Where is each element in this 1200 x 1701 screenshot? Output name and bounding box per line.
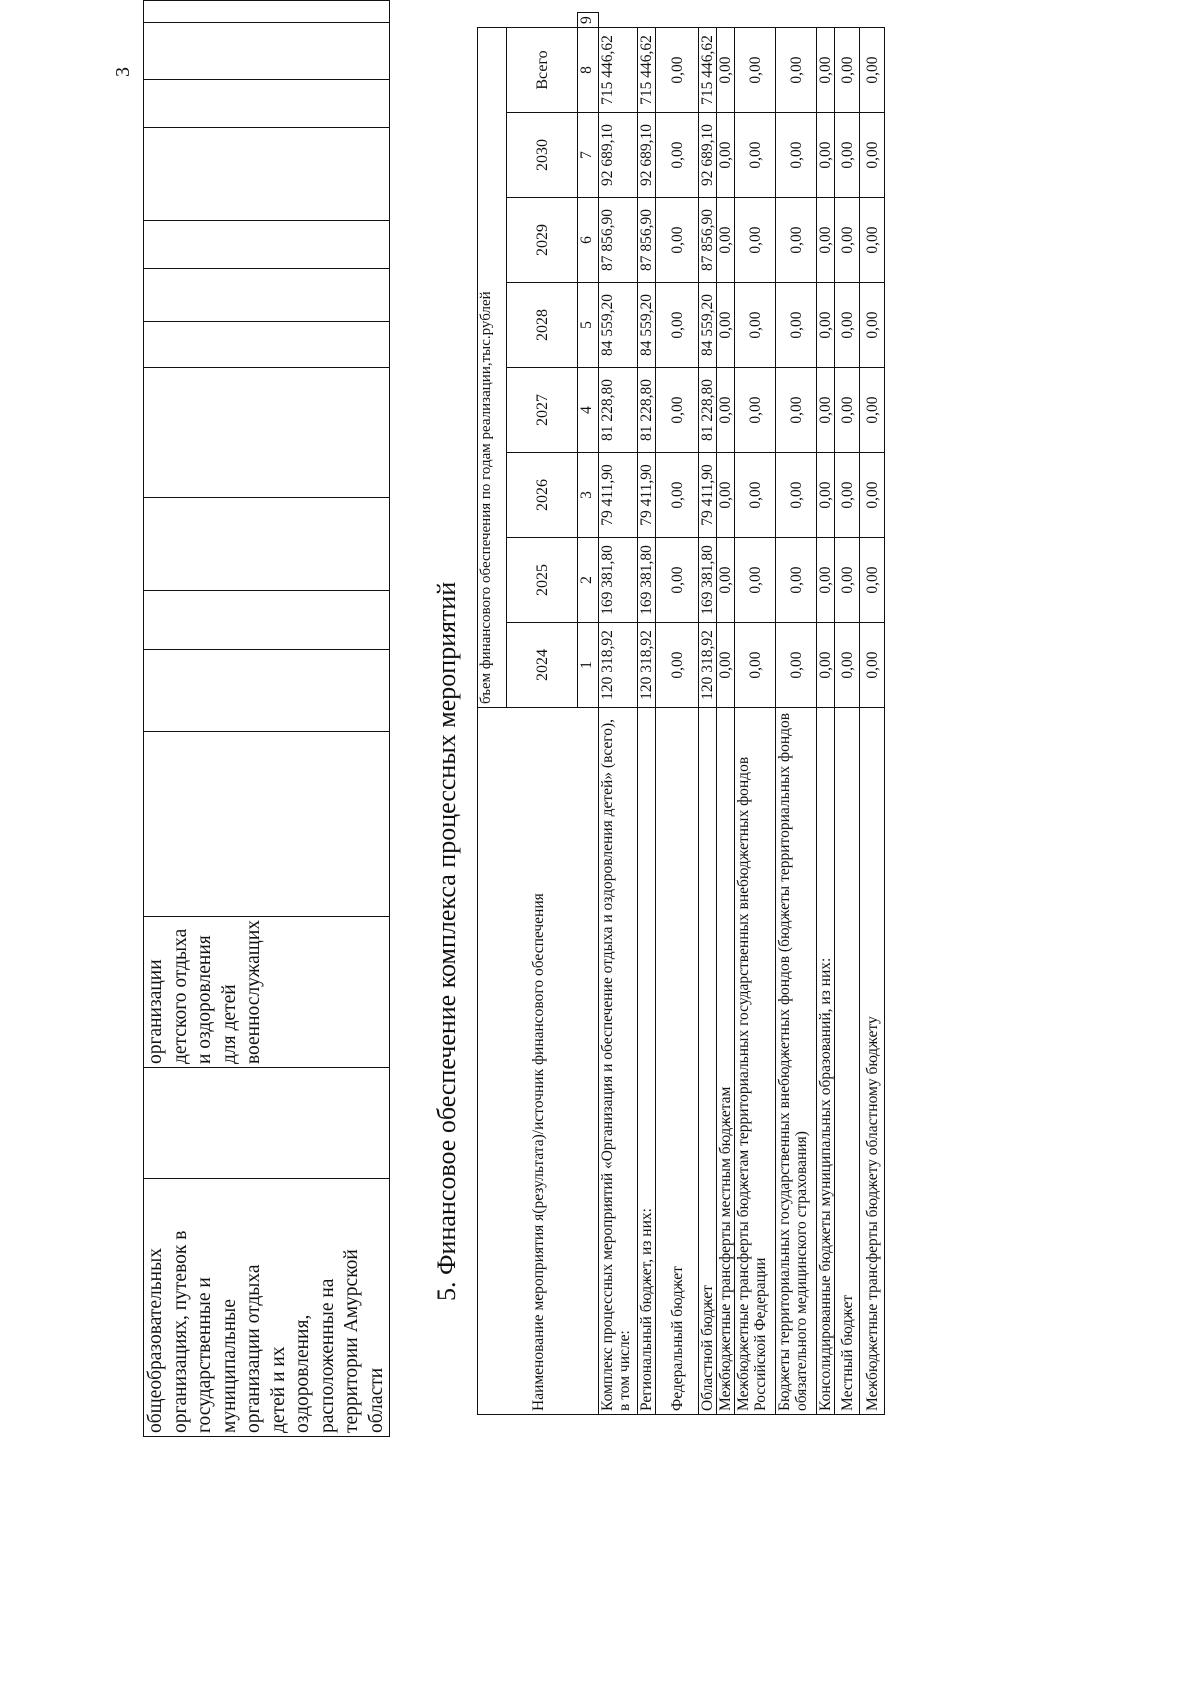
empty-cell bbox=[144, 732, 390, 917]
row-value: 0,00 bbox=[735, 623, 776, 708]
row-name: Местный бюджет bbox=[835, 708, 860, 1415]
row-value: 0,00 bbox=[817, 453, 835, 538]
row-value: 0,00 bbox=[817, 283, 835, 368]
header-row bbox=[478, 13, 507, 1415]
text-line: государственные и bbox=[194, 1277, 215, 1433]
row-value: 87 856,90 bbox=[699, 198, 717, 283]
row-name: Межбюджетные трансферты бюджету областному бюджету bbox=[860, 708, 885, 1415]
row-value: 0,00 bbox=[835, 28, 860, 113]
table-row bbox=[638, 13, 656, 1415]
header-name-cell: Наименование мероприятия я(результата)/источник финансового обеспечения bbox=[478, 708, 599, 1415]
text-line: расположенные на bbox=[316, 1278, 338, 1433]
row-name: Консолидированные бюджеты муниципальных образований, из них: bbox=[817, 708, 835, 1415]
table-row bbox=[776, 13, 817, 1415]
table-row bbox=[144, 1, 390, 1437]
text-line: и оздоровления bbox=[194, 935, 215, 1065]
text-line: организации bbox=[145, 959, 166, 1065]
row-value: 0,00 bbox=[717, 113, 735, 198]
year-header: 2030 bbox=[507, 113, 578, 198]
row-value: 0,00 bbox=[817, 538, 835, 623]
row-value: 0,00 bbox=[735, 198, 776, 283]
row-value: 0,00 bbox=[656, 453, 699, 538]
row-value: 0,00 bbox=[656, 538, 699, 623]
text-line: общеобразовательных bbox=[145, 1248, 166, 1433]
row-value: 715 446,62 bbox=[699, 28, 717, 113]
row-name: Бюджеты территориальных государственных внебюджетных фондов (бюджеты территориальных фондов обязательного медицинского страхования) bbox=[776, 708, 817, 1415]
row-value: 0,00 bbox=[776, 623, 817, 708]
year-header: 2029 bbox=[507, 198, 578, 283]
year-header: 2025 bbox=[507, 538, 578, 623]
empty-cell bbox=[144, 650, 390, 732]
row-value: 0,00 bbox=[817, 28, 835, 113]
row-value: 92 689,10 bbox=[638, 113, 656, 198]
table-row bbox=[699, 13, 717, 1415]
financing-table bbox=[477, 12, 885, 1415]
empty-cell bbox=[144, 23, 390, 80]
row-value: 84 559,20 bbox=[599, 283, 638, 368]
empty-cell bbox=[144, 367, 390, 498]
text-line: области bbox=[365, 1367, 387, 1433]
text-line: муниципальные bbox=[218, 1299, 240, 1433]
empty-cell bbox=[144, 127, 390, 220]
row-value: 0,00 bbox=[860, 538, 885, 623]
column-number: 5 bbox=[578, 283, 599, 368]
row-value: 0,00 bbox=[717, 28, 735, 113]
text-line: детского отдыха bbox=[169, 928, 191, 1065]
text-line: оздоровления, bbox=[292, 1314, 313, 1433]
page-number: 3 bbox=[112, 67, 134, 77]
column-number: 7 bbox=[578, 113, 599, 198]
table-row bbox=[817, 13, 835, 1415]
row-value: 0,00 bbox=[656, 368, 699, 453]
text-line: территории Амурской bbox=[341, 1249, 362, 1433]
row-value: 0,00 bbox=[735, 368, 776, 453]
row-name: Федеральный бюджет bbox=[656, 708, 699, 1415]
column-number: 9 bbox=[578, 13, 599, 28]
table-row bbox=[835, 13, 860, 1415]
row-value: 0,00 bbox=[776, 198, 817, 283]
row-value: 120 318,92 bbox=[638, 623, 656, 708]
empty-cell bbox=[144, 1, 390, 23]
cell-spacer bbox=[144, 1068, 390, 1179]
row-value: 0,00 bbox=[835, 283, 860, 368]
column-number: 2 bbox=[578, 538, 599, 623]
row-value: 81 228,80 bbox=[699, 368, 717, 453]
row-value: 0,00 bbox=[860, 623, 885, 708]
row-value: 84 559,20 bbox=[638, 283, 656, 368]
row-value: 0,00 bbox=[860, 283, 885, 368]
empty-cell bbox=[144, 80, 390, 127]
row-value: 0,00 bbox=[835, 623, 860, 708]
row-value: 0,00 bbox=[776, 28, 817, 113]
row-value: 81 228,80 bbox=[638, 368, 656, 453]
row-value: 0,00 bbox=[817, 623, 835, 708]
row-value: 0,00 bbox=[776, 368, 817, 453]
row-name: Областной бюджет bbox=[699, 708, 717, 1415]
row-value: 79 411,90 bbox=[599, 453, 638, 538]
row-value: 0,00 bbox=[835, 538, 860, 623]
column-number: 8 bbox=[578, 28, 599, 113]
row-value: 169 381,80 bbox=[638, 538, 656, 623]
text-line: для детей bbox=[218, 984, 240, 1065]
text-line: детей и их bbox=[267, 1346, 289, 1433]
column-number: 6 bbox=[578, 198, 599, 283]
row-value: 0,00 bbox=[835, 368, 860, 453]
row-value: 84 559,20 bbox=[699, 283, 717, 368]
row-value: 0,00 bbox=[656, 623, 699, 708]
row-name: Межбюджетные трансферты бюджетам территориальных государственных внебюджетных фондов Российской Федерации bbox=[735, 708, 776, 1415]
row-value: 0,00 bbox=[656, 198, 699, 283]
row-value: 715 446,62 bbox=[638, 28, 656, 113]
row-name: Межбюджетные трансферты местным бюджетам bbox=[717, 708, 735, 1415]
row-value: 0,00 bbox=[656, 28, 699, 113]
section-title: 5. Финансовое обеспечение комплекса процессных мероприятий bbox=[432, 581, 461, 1301]
table-row bbox=[860, 13, 885, 1415]
empty-cell bbox=[144, 220, 390, 269]
empty-cell bbox=[144, 269, 390, 322]
row-name: Комплекс процессных мероприятий «Организация и обеспечение отдыха и оздоровления детей» (всего), в том числе: bbox=[599, 708, 638, 1415]
row-value: 0,00 bbox=[835, 113, 860, 198]
row-value: 715 446,62 bbox=[599, 28, 638, 113]
text-line: организациях, путевок в bbox=[169, 1230, 191, 1433]
row-value: 79 411,90 bbox=[699, 453, 717, 538]
row-value: 120 318,92 bbox=[699, 623, 717, 708]
row-value: 0,00 bbox=[817, 368, 835, 453]
empty-cell bbox=[144, 591, 390, 650]
cell-description bbox=[144, 1179, 390, 1437]
row-value: 0,00 bbox=[717, 198, 735, 283]
column-number: 3 bbox=[578, 453, 599, 538]
row-value: 0,00 bbox=[735, 283, 776, 368]
header-volume-cell: бъем финансового обеспечения по годам реализации,тыс.рублей bbox=[478, 28, 507, 708]
year-header: 2027 bbox=[507, 368, 578, 453]
row-value: 0,00 bbox=[735, 113, 776, 198]
table-row bbox=[599, 13, 638, 1415]
row-value: 0,00 bbox=[717, 623, 735, 708]
row-value: 169 381,80 bbox=[599, 538, 638, 623]
row-value: 79 411,90 bbox=[638, 453, 656, 538]
row-value: 0,00 bbox=[860, 453, 885, 538]
row-value: 0,00 bbox=[776, 453, 817, 538]
table-row bbox=[656, 13, 699, 1415]
year-header: 2024 bbox=[507, 623, 578, 708]
empty-cell bbox=[144, 498, 390, 591]
row-value: 0,00 bbox=[817, 198, 835, 283]
row-value: 0,00 bbox=[717, 538, 735, 623]
row-value: 0,00 bbox=[735, 453, 776, 538]
row-value: 0,00 bbox=[656, 283, 699, 368]
row-value: 0,00 bbox=[776, 113, 817, 198]
text-line: военнослужащих bbox=[243, 919, 264, 1065]
column-number: 4 bbox=[578, 368, 599, 453]
row-name: Региональный бюджет, из них: bbox=[638, 708, 656, 1415]
row-value: 0,00 bbox=[656, 113, 699, 198]
row-value: 87 856,90 bbox=[599, 198, 638, 283]
row-value: 0,00 bbox=[717, 453, 735, 538]
row-value: 81 228,80 bbox=[599, 368, 638, 453]
row-value: 120 318,92 bbox=[599, 623, 638, 708]
table-row bbox=[717, 13, 735, 1415]
row-value: 0,00 bbox=[717, 283, 735, 368]
continuation-table bbox=[143, 0, 390, 1437]
empty-cell bbox=[144, 322, 390, 368]
row-value: 0,00 bbox=[776, 538, 817, 623]
row-value: 87 856,90 bbox=[638, 198, 656, 283]
row-value: 0,00 bbox=[776, 283, 817, 368]
row-value: 0,00 bbox=[860, 368, 885, 453]
row-value: 0,00 bbox=[835, 453, 860, 538]
row-value: 169 381,80 bbox=[699, 538, 717, 623]
row-value: 92 689,10 bbox=[599, 113, 638, 198]
year-header: 2028 bbox=[507, 283, 578, 368]
text-line: организации отдыха bbox=[243, 1264, 264, 1433]
row-value: 0,00 bbox=[817, 113, 835, 198]
row-value: 0,00 bbox=[717, 368, 735, 453]
table-row bbox=[735, 13, 776, 1415]
row-value: 92 689,10 bbox=[699, 113, 717, 198]
row-value: 0,00 bbox=[835, 198, 860, 283]
row-value: 0,00 bbox=[735, 28, 776, 113]
row-value: 0,00 bbox=[860, 28, 885, 113]
row-value: 0,00 bbox=[735, 538, 776, 623]
column-number: 1 bbox=[578, 623, 599, 708]
cell-organization bbox=[144, 916, 390, 1067]
year-header: 2026 bbox=[507, 453, 578, 538]
total-header: Всего bbox=[507, 28, 578, 113]
row-value: 0,00 bbox=[860, 198, 885, 283]
row-value: 0,00 bbox=[860, 113, 885, 198]
